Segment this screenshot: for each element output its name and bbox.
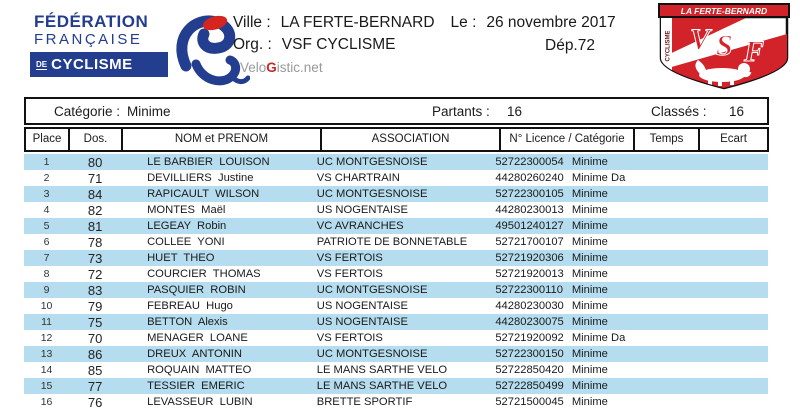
rider-name-cell: RAPICAULT WILSON (147, 188, 260, 200)
association-cell: PATRIOTE DE BONNETABLE (316, 236, 468, 248)
place-cell: 5 (43, 220, 50, 232)
rider-name-cell: ROQUAIN MATTEO (147, 364, 252, 376)
place-cell: 16 (40, 396, 53, 408)
licence-cell: 52721920013 (495, 268, 564, 280)
table-row (24, 330, 768, 346)
rider-name-cell: LEVASSEUR LUBIN (147, 396, 253, 408)
rider-name-cell: MENAGER LOANE (147, 332, 248, 344)
place-cell: 1 (43, 156, 50, 168)
table-row (24, 250, 768, 266)
starters-value: 16 (507, 104, 523, 119)
rider-name-cell: PASQUIER ROBIN (147, 284, 246, 296)
results-rows (24, 154, 800, 410)
category-cell: Minime (571, 268, 608, 280)
svg-text:V: V (690, 23, 711, 56)
svg-text:LA FERTE-BERNARD: LA FERTE-BERNARD (680, 6, 768, 16)
licence-cell: 52722300150 (495, 348, 564, 360)
category-cell: Minime (571, 156, 608, 168)
association-cell: VS FERTOIS (316, 268, 383, 280)
dossard-cell: 73 (87, 250, 103, 266)
vsf-side-text: CYCLISME (665, 30, 672, 62)
rider-name-cell: MONTES Maël (147, 204, 226, 216)
category-cell: Minime (571, 188, 608, 200)
dossard-cell: 80 (87, 154, 103, 170)
table-row (24, 298, 768, 314)
table-header (24, 127, 769, 152)
dossard-cell: 71 (87, 170, 103, 186)
svg-text:F: F (744, 35, 765, 68)
category-cell: Minime Da (571, 332, 626, 344)
association-cell: UC MONTGESNOISE (316, 188, 428, 200)
table-row (24, 314, 768, 330)
licence-cell: 52721700107 (495, 236, 564, 248)
category-cell: Minime (571, 252, 608, 264)
licence-cell: 44280230030 (495, 300, 564, 312)
table-row (24, 394, 768, 410)
rider-name-cell: DREUX ANTONIN (147, 348, 242, 360)
association-cell: UC MONTGESNOISE (316, 156, 428, 168)
category-cell: Minime (571, 364, 608, 376)
classified-label: Classés : (651, 104, 707, 119)
association-cell: BRETTE SPORTIF (316, 396, 413, 408)
dossard-cell: 84 (87, 186, 103, 202)
licence-cell: 52721500045 (495, 396, 564, 408)
departement-value: Dép.72 (545, 37, 595, 54)
category-cell: Minime (571, 380, 608, 392)
place-cell: 3 (43, 188, 50, 200)
col-header-temps: Temps (633, 127, 700, 152)
category-cell: Minime (571, 204, 608, 216)
rider-name-cell: COLLEE YONI (147, 236, 225, 248)
place-cell: 7 (43, 252, 50, 264)
category-cell: Minime Da (571, 172, 626, 184)
starters-label: Partants : (432, 104, 490, 119)
association-cell: VS FERTOIS (316, 252, 383, 264)
table-row (24, 378, 768, 394)
watermark-pre: Velo (240, 60, 267, 75)
event-info-line1 (233, 14, 632, 36)
licence-cell: 52722300110 (495, 284, 563, 296)
table-row (24, 282, 768, 298)
category-cell: Minime (571, 316, 608, 328)
classified-value: 16 (729, 104, 745, 119)
dossard-cell: 70 (87, 330, 103, 346)
place-cell: 9 (43, 284, 50, 296)
dossard-cell: 86 (87, 346, 103, 362)
watermark-accent: G (266, 60, 277, 75)
category-value: Minime (127, 104, 171, 119)
table-row (24, 154, 768, 170)
place-cell: 4 (43, 204, 50, 216)
table-row (24, 186, 768, 202)
dossard-cell: 79 (87, 298, 103, 314)
place-cell: 12 (40, 332, 53, 344)
licence-cell: 52721920306 (495, 252, 564, 264)
rider-name-cell: FEBREAU Hugo (147, 300, 233, 312)
place-cell: 2 (43, 172, 50, 184)
licence-cell: 52722850499 (495, 380, 564, 392)
association-cell: VC AVRANCHES (316, 220, 404, 232)
licence-cell: 52721920092 (495, 332, 564, 344)
table-row (24, 346, 768, 362)
place-cell: 14 (40, 364, 53, 376)
rider-name-cell: BETTON Alexis (147, 316, 228, 328)
vsf-shield-icon (656, 2, 792, 92)
date-label: Le : (450, 14, 477, 31)
licence-cell: 52722300054 (495, 156, 564, 168)
col-header-association: ASSOCIATION (320, 127, 501, 152)
rider-name-cell: HUET THEO (147, 252, 215, 264)
rider-name-cell: LE BARBIER LOUISON (147, 156, 270, 168)
licence-cell: 44280260240 (495, 172, 564, 184)
table-row (24, 362, 768, 378)
col-header-ecart: Ecart (698, 127, 769, 152)
category-cell: Minime (571, 284, 608, 296)
table-row (24, 266, 768, 282)
svg-text:S: S (716, 29, 733, 62)
dossard-cell: 76 (87, 394, 103, 410)
ffc-logo-line2: FRANÇAISE (34, 31, 143, 48)
table-row (24, 234, 768, 250)
ffc-logo (30, 10, 225, 88)
col-header-place: Place (24, 127, 70, 152)
place-cell: 8 (43, 268, 50, 280)
category-label: Catégorie : (54, 104, 121, 119)
col-header-name: NOM et PRENOM (121, 127, 322, 152)
association-cell: UC MONTGESNOISE (316, 348, 428, 360)
association-cell: LE MANS SARTHE VELO (316, 364, 448, 376)
association-cell: LE MANS SARTHE VELO (316, 380, 448, 392)
licence-cell: 49501240127 (495, 220, 564, 232)
velogistic-watermark (240, 60, 323, 75)
licence-cell: 52722300105 (495, 188, 564, 200)
category-cell: Minime (571, 220, 608, 232)
place-cell: 15 (40, 380, 53, 392)
dossard-cell: 72 (87, 266, 103, 282)
licence-cell: 44280230013 (495, 204, 564, 216)
ffc-logo-de: DE (36, 59, 48, 69)
dossard-cell: 83 (87, 282, 103, 298)
licence-cell: 44280230075 (495, 316, 564, 328)
ville-value: LA FERTE-BERNARD (280, 14, 435, 31)
association-cell: VS FERTOIS (316, 332, 383, 344)
category-cell: Minime (571, 348, 608, 360)
dossard-cell: 78 (87, 234, 103, 250)
ffc-logo-banner (30, 52, 168, 77)
dossard-cell: 75 (87, 314, 103, 330)
rider-name-cell: TESSIER EMERIC (147, 380, 245, 392)
date-value: 26 novembre 2017 (486, 14, 616, 31)
rider-name-cell: COURCIER THOMAS (147, 268, 261, 280)
ffc-logo-line1: FÉDÉRATION (34, 12, 149, 31)
org-value: VSF CYCLISME (281, 36, 396, 53)
table-row (24, 218, 768, 234)
association-cell: US NOGENTAISE (316, 300, 408, 312)
place-cell: 13 (40, 348, 53, 360)
org-label: Org. : (233, 36, 272, 53)
association-cell: US NOGENTAISE (316, 204, 408, 216)
dossard-cell: 81 (87, 218, 103, 234)
association-cell: UC MONTGESNOISE (316, 284, 428, 296)
col-header-licence: N° Licence / Catégorie (499, 127, 635, 152)
place-cell: 6 (43, 236, 50, 248)
col-header-dossard: Dos. (68, 127, 123, 152)
ville-label: Ville : (233, 14, 271, 31)
rider-name-cell: DEVILLIERS Justine (147, 172, 254, 184)
licence-cell: 52722850420 (495, 364, 564, 376)
rider-name-cell: LEGEAY Robin (147, 220, 227, 232)
dossard-cell: 82 (87, 202, 103, 218)
association-cell: US NOGENTAISE (316, 316, 408, 328)
summary-bar (24, 97, 769, 125)
place-cell: 11 (41, 316, 52, 328)
dossard-cell: 77 (87, 378, 103, 394)
category-cell: Minime (571, 300, 608, 312)
association-cell: VS CHARTRAIN (316, 172, 400, 184)
table-row (24, 202, 768, 218)
category-cell: Minime (571, 396, 608, 408)
place-cell: 10 (40, 300, 53, 312)
watermark-post: istic.net (276, 60, 323, 75)
ffc-logo-cyclisme: CYCLISME (51, 56, 133, 73)
category-cell: Minime (571, 236, 608, 248)
table-row (24, 170, 768, 186)
dossard-cell: 85 (87, 362, 103, 378)
